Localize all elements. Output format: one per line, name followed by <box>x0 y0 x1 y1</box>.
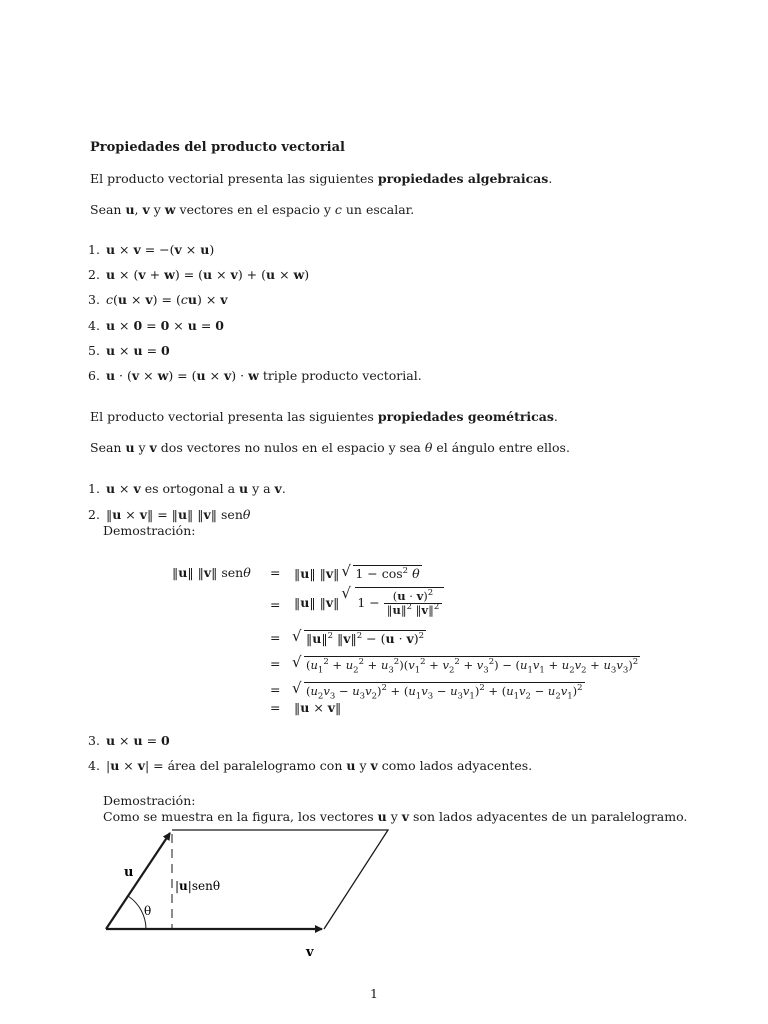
geometric-prop-2: 2. ‖u × v‖ = ‖u‖ ‖v‖ senθ <box>88 507 251 522</box>
section-title: Propiedades del producto vectorial <box>90 140 345 155</box>
intro-algebraic: El producto vectorial presenta las siguientes propiedades algebraicas. <box>90 171 553 186</box>
geometric-prop-3: 3. u × u = 0 <box>88 733 170 748</box>
label-v: v <box>306 945 314 960</box>
algebraic-prop-1: 1. u × v = −(v × u) <box>88 242 215 257</box>
parallelogram-figure <box>90 822 400 967</box>
label-theta: θ <box>144 904 152 918</box>
algebraic-prop-5: 5. u × u = 0 <box>88 343 170 358</box>
sean-algebraic: Sean u, v y w vectores en el espacio y c un escalar. <box>90 202 415 217</box>
geometric-prop-4: 4. |u × v| = área del paralelogramo con u y v como lados adyacentes. <box>88 758 533 773</box>
label-height: |u|senθ <box>175 879 221 893</box>
demostracion-label-2: Demostración: <box>103 793 196 808</box>
demostracion-label-1: Demostración: <box>103 523 196 538</box>
algebraic-prop-3: 3. c(u × v) = (cu) × v <box>88 292 228 307</box>
intro-geometric: El producto vectorial presenta las siguientes propiedades geométricas. <box>90 409 558 424</box>
page-number: 1 <box>370 986 378 1001</box>
sean-geometric: Sean u y v dos vectores no nulos en el espacio y sea θ el ángulo entre ellos. <box>90 440 570 455</box>
demostracion-text: Como se muestra en la figura, los vectores u y v son lados adyacentes de un paralelogramo. <box>103 809 688 824</box>
algebraic-prop-2: 2. u × (v + w) = (u × v) + (u × w) <box>88 267 310 282</box>
geometric-prop-1: 1. u × v es ortogonal a u y a v. <box>88 481 286 496</box>
algebraic-prop-6: 6. u · (v × w) = (u × v) · w triple producto vectorial. <box>88 368 422 383</box>
vector-u-arrow <box>106 833 170 929</box>
document-page: Propiedades del producto vectorial El producto vectorial presenta las siguientes propiedades algebraicas. Sean u, v y w vectores en el espacio y c un escalar. 1. u × v = −(v × u) 2. u × (v + w) = (u × v) + (u × w) 3. c(u × v) = (cu) × v 4. u × 0 = 0 × u = 0 5. u × u = 0 6. u · (v × w) = (u × v) · w triple producto vectorial. El producto vectorial presenta las siguientes propiedades geométricas. Sean u y v dos vectores no nulos en el espacio y sea θ el ángulo entre ellos. 1. u × v es ortogonal a u y a v. 2. ‖u × v‖ = ‖u‖ ‖v‖ senθ Demostración: ‖u‖ ‖v‖ senθ = ‖u‖ ‖v‖ √ $1 - \cos^2 \theta$ = ‖u‖ ‖v‖ √ 1 − $\frac{(u \cdot v)^2}{‖u‖^2 ‖v‖^2}$ = √ ‖u‖$^2$ ‖v‖$^2$ − $(u \cdot v)^2$ = √ $(u_1^2 + u_2^2 + u_3^2)(v_1^2 + v_2^2 + v_3^2) - (u_1v_1 + u_2v_2 + u_3v_3)^2$ = √ $(u_2v_3 - u_3v_2)^2 + (u_1v_3 - u_3v_1)^2 + (u_1v_2 - u_2v_1)^2$ = ‖u × v‖ 3. u × u = 0 4. |u × v| = área del paralelogramo con u y v como lados adyacentes. Demostración: Como se muestra en la figura, los vectores u y v son lados adyacentes de un paralelogramo. u θ |u|senθ v 1 <box>0 0 768 1024</box>
label-u: u <box>124 865 134 880</box>
algebraic-prop-4: 4. u × 0 = 0 × u = 0 <box>88 318 224 333</box>
